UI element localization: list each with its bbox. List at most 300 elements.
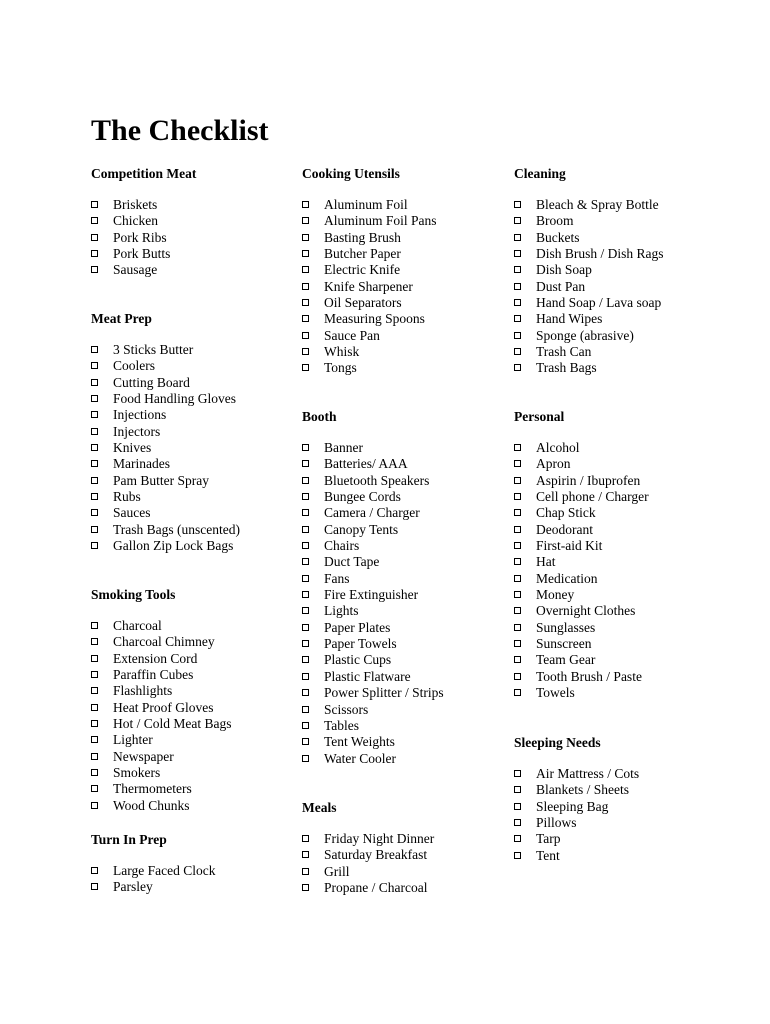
item-label: Aluminum Foil Pans: [324, 213, 437, 229]
item-label: Smokers: [113, 765, 161, 781]
checklist-item: [91, 246, 321, 262]
item-label: Charcoal: [113, 618, 162, 633]
checkbox[interactable]: [302, 755, 309, 762]
checkbox[interactable]: [514, 348, 521, 355]
checkbox[interactable]: [302, 283, 309, 290]
checkbox[interactable]: [302, 444, 309, 451]
item-label: Apron: [536, 456, 571, 472]
checklist-item: [514, 636, 744, 652]
checkbox[interactable]: [514, 444, 521, 451]
checkbox[interactable]: [91, 883, 98, 890]
checklist-item: [91, 651, 321, 667]
item-label: Parsley: [113, 879, 153, 895]
section-heading: Meat Prep: [91, 311, 152, 326]
section-personal: [514, 409, 744, 702]
checkbox[interactable]: [302, 493, 309, 500]
checklist-item: [514, 685, 744, 701]
item-label: Plastic Cups: [324, 652, 392, 668]
checkbox[interactable]: [514, 591, 521, 598]
checklist-item: [91, 538, 321, 554]
checklist-item: [302, 669, 532, 685]
checkbox[interactable]: [91, 250, 98, 257]
item-label: Duct Tape: [324, 554, 380, 570]
checkbox[interactable]: [514, 786, 521, 793]
checkbox[interactable]: [514, 542, 521, 549]
checkbox[interactable]: [302, 460, 309, 467]
checklist-item: [91, 342, 321, 358]
item-label: Blankets / Sheets: [536, 782, 629, 798]
checkbox[interactable]: [302, 348, 309, 355]
item-label: Thermometers: [113, 781, 192, 797]
item-label: Trash Bags (unscented): [113, 521, 240, 537]
item-label: Overnight Clothes: [536, 603, 636, 619]
checkbox[interactable]: [514, 526, 521, 533]
checklist-item: [514, 473, 744, 489]
checkbox[interactable]: [514, 575, 521, 582]
checklist-item: [302, 311, 532, 327]
checkbox[interactable]: [514, 558, 521, 565]
section-cooking-utensils: [302, 166, 532, 377]
item-label: 3 Sticks Butter: [113, 342, 194, 357]
checklist-item: [91, 391, 321, 407]
checklist-item: [302, 262, 532, 278]
checklist-item: [302, 554, 532, 570]
item-label: Sunglasses: [536, 619, 596, 635]
checkbox[interactable]: [514, 460, 521, 467]
checkbox[interactable]: [514, 250, 521, 257]
checklist-item: [514, 620, 744, 636]
item-label: Trash Bags: [536, 360, 597, 376]
section-heading: Sleeping Needs: [514, 735, 601, 750]
item-label: Paper Towels: [324, 636, 397, 652]
checkbox[interactable]: [514, 803, 521, 810]
turn-in-prep-list: [91, 863, 321, 896]
item-label: Fans: [324, 570, 350, 586]
checklist-item: [514, 213, 744, 229]
checklist-item: [91, 798, 321, 814]
checkbox[interactable]: [91, 477, 98, 484]
item-label: Food Handling Gloves: [113, 391, 236, 407]
item-label: Tables: [324, 717, 360, 733]
checkbox[interactable]: [302, 266, 309, 273]
checkbox[interactable]: [302, 835, 309, 842]
checklist-item: [514, 603, 744, 619]
checklist-item: [302, 230, 532, 246]
item-label: Pam Butter Spray: [113, 472, 209, 488]
checklist-item: [302, 456, 532, 472]
checklist-item: [302, 279, 532, 295]
item-label: Money: [536, 587, 575, 603]
checkbox[interactable]: [302, 640, 309, 647]
checklist-item: [514, 766, 744, 782]
meat-prep-list: [91, 342, 321, 554]
checklist-item: [91, 375, 321, 391]
checkbox[interactable]: [302, 851, 309, 858]
item-label: Cutting Board: [113, 374, 190, 390]
item-label: Aspirin / Ibuprofen: [536, 472, 641, 488]
checkbox[interactable]: [91, 704, 98, 711]
item-label: Newspaper: [113, 748, 174, 764]
checkbox[interactable]: [302, 673, 309, 680]
checkbox[interactable]: [302, 656, 309, 663]
item-label: Dish Soap: [536, 262, 592, 278]
checkbox[interactable]: [302, 591, 309, 598]
checklist-item: [91, 358, 321, 374]
checklist-item: [514, 652, 744, 668]
item-label: Alcohol: [536, 440, 580, 455]
checklist-item: [302, 295, 532, 311]
checkbox[interactable]: [91, 411, 98, 418]
item-label: Batteries/ AAA: [324, 456, 408, 472]
section-turn-in-prep: [91, 832, 321, 896]
checklist-item: [302, 505, 532, 521]
checkbox[interactable]: [91, 867, 98, 874]
personal-list: [514, 440, 744, 702]
item-label: Injectors: [113, 423, 161, 439]
section-smoking-tools: [91, 587, 321, 814]
item-label: Chicken: [113, 213, 158, 229]
checkbox[interactable]: [302, 250, 309, 257]
checklist-item: [302, 328, 532, 344]
checklist-item: [91, 618, 321, 634]
checkbox[interactable]: [91, 379, 98, 386]
meals-list: [302, 831, 532, 896]
item-label: Knife Sharpener: [324, 278, 413, 294]
checklist-item: [91, 440, 321, 456]
item-label: Bluetooth Speakers: [324, 472, 430, 488]
checkbox[interactable]: [91, 234, 98, 241]
item-label: Banner: [324, 440, 363, 455]
checklist-item: [302, 213, 532, 229]
item-label: Hot / Cold Meat Bags: [113, 716, 232, 732]
item-label: Butcher Paper: [324, 246, 401, 262]
checkbox[interactable]: [514, 624, 521, 631]
item-label: Gallon Zip Lock Bags: [113, 538, 234, 554]
item-label: Injections: [113, 407, 167, 423]
cleaning-list: [514, 197, 744, 377]
checkbox[interactable]: [91, 201, 98, 208]
item-label: Extension Cord: [113, 650, 198, 666]
item-label: Marinades: [113, 456, 170, 472]
item-label: Whisk: [324, 344, 360, 360]
item-label: Pork Butts: [113, 246, 171, 262]
checkbox[interactable]: [91, 217, 98, 224]
checkbox[interactable]: [302, 624, 309, 631]
checkbox[interactable]: [302, 868, 309, 875]
cooking-utensils-list: [302, 197, 532, 377]
checkbox[interactable]: [514, 673, 521, 680]
item-label: Propane / Charcoal: [324, 880, 428, 896]
page-title: The Checklist: [91, 114, 269, 147]
item-label: Sunscreen: [536, 636, 592, 652]
checklist-item: [302, 587, 532, 603]
checkbox[interactable]: [302, 332, 309, 339]
checkbox[interactable]: [302, 509, 309, 516]
item-label: Pillows: [536, 815, 577, 831]
item-label: Dish Brush / Dish Rags: [536, 246, 664, 262]
section-heading: Cooking Utensils: [302, 166, 400, 181]
checkbox[interactable]: [302, 234, 309, 241]
item-label: Friday Night Dinner: [324, 831, 435, 846]
checkbox[interactable]: [514, 234, 521, 241]
checkbox[interactable]: [514, 477, 521, 484]
checklist-item: [302, 751, 532, 767]
item-label: Aluminum Foil: [324, 197, 408, 212]
item-label: Tongs: [324, 360, 357, 376]
item-label: Deodorant: [536, 521, 593, 537]
item-label: Heat Proof Gloves: [113, 699, 214, 715]
checklist-item: [91, 781, 321, 797]
section-heading: Turn In Prep: [91, 832, 167, 847]
checkbox[interactable]: [514, 819, 521, 826]
item-label: Paraffin Cubes: [113, 667, 194, 683]
checklist-item: [91, 424, 321, 440]
checkbox[interactable]: [302, 738, 309, 745]
checkbox[interactable]: [91, 622, 98, 629]
item-label: Canopy Tents: [324, 521, 399, 537]
checklist-item: [514, 815, 744, 831]
checkbox[interactable]: [302, 607, 309, 614]
item-label: Fire Extinguisher: [324, 587, 419, 603]
checklist-item: [91, 634, 321, 650]
checkbox[interactable]: [91, 493, 98, 500]
checkbox[interactable]: [91, 428, 98, 435]
checklist-item: [91, 456, 321, 472]
checkbox[interactable]: [91, 444, 98, 451]
section-heading: Meals: [302, 800, 337, 815]
item-label: Grill: [324, 863, 350, 879]
item-label: Tent: [536, 847, 560, 863]
checklist-item: [302, 880, 532, 896]
section-heading: Personal: [514, 409, 565, 424]
checklist-item: [514, 522, 744, 538]
checklist-item: [91, 522, 321, 538]
checkbox[interactable]: [514, 607, 521, 614]
item-label: Tent Weights: [324, 734, 395, 750]
checklist-item: [514, 456, 744, 472]
section-heading: Competition Meat: [91, 166, 197, 181]
section-booth: [302, 409, 532, 767]
checklist-item: [302, 522, 532, 538]
checklist-item: [302, 702, 532, 718]
item-label: Sauce Pan: [324, 327, 380, 343]
checkbox[interactable]: [302, 722, 309, 729]
checklist-item: [514, 440, 744, 456]
checklist-item: [91, 716, 321, 732]
checkbox[interactable]: [91, 395, 98, 402]
checklist-item: [91, 473, 321, 489]
checklist-item: [514, 246, 744, 262]
checklist-item: [514, 197, 744, 213]
item-label: Hand Wipes: [536, 311, 603, 327]
checklist-item: [91, 489, 321, 505]
checklist-item: [302, 473, 532, 489]
checklist-item: [514, 571, 744, 587]
checklist-item: [514, 279, 744, 295]
checkbox[interactable]: [514, 266, 521, 273]
section-heading: Cleaning: [514, 166, 566, 181]
item-label: Scissors: [324, 701, 369, 717]
checkbox[interactable]: [91, 526, 98, 533]
checkbox[interactable]: [91, 720, 98, 727]
checkbox[interactable]: [91, 542, 98, 549]
item-label: Medication: [536, 570, 598, 586]
checkbox[interactable]: [91, 753, 98, 760]
item-label: Sleeping Bag: [536, 798, 609, 814]
section-meals: [302, 800, 532, 896]
checklist-item: [91, 765, 321, 781]
checklist-item: [302, 831, 532, 847]
checklist-item: [91, 879, 321, 895]
checkbox[interactable]: [514, 656, 521, 663]
item-label: Power Splitter / Strips: [324, 685, 444, 701]
checklist-item: [91, 683, 321, 699]
checkbox[interactable]: [514, 835, 521, 842]
checklist-item: [514, 848, 744, 864]
checkbox[interactable]: [514, 770, 521, 777]
checklist-item: [514, 669, 744, 685]
checkbox[interactable]: [514, 332, 521, 339]
item-label: Wood Chunks: [113, 797, 190, 813]
checkbox[interactable]: [91, 687, 98, 694]
checkbox[interactable]: [302, 542, 309, 549]
checkbox[interactable]: [91, 769, 98, 776]
checklist-item: [302, 864, 532, 880]
checklist-item: [91, 407, 321, 423]
checkbox[interactable]: [514, 315, 521, 322]
checklist-item: [302, 440, 532, 456]
checklist-item: [302, 246, 532, 262]
checkbox[interactable]: [91, 509, 98, 516]
checklist-item: [514, 328, 744, 344]
item-label: Cell phone / Charger: [536, 489, 649, 505]
item-label: Sponge (abrasive): [536, 327, 634, 343]
item-label: Knives: [113, 440, 152, 456]
checkbox[interactable]: [302, 526, 309, 533]
checkbox[interactable]: [514, 852, 521, 859]
checklist-item: [514, 489, 744, 505]
checklist-item: [514, 230, 744, 246]
checklist-item: [302, 636, 532, 652]
checklist-item: [302, 197, 532, 213]
checklist-item: [91, 213, 321, 229]
checkbox[interactable]: [514, 640, 521, 647]
item-label: Sausage: [113, 262, 158, 278]
item-label: Towels: [536, 685, 575, 701]
checklist-item: [91, 863, 321, 879]
item-label: Rubs: [113, 489, 141, 505]
item-label: Buckets: [536, 229, 580, 245]
checklist-item: [91, 505, 321, 521]
checkbox[interactable]: [302, 217, 309, 224]
checkbox[interactable]: [91, 460, 98, 467]
section-heading: Booth: [302, 409, 337, 424]
checklist-item: [514, 799, 744, 815]
checkbox[interactable]: [302, 315, 309, 322]
checkbox[interactable]: [91, 736, 98, 743]
checkbox[interactable]: [91, 638, 98, 645]
item-label: Flashlights: [113, 683, 173, 699]
checklist-item: [514, 538, 744, 554]
checkbox[interactable]: [91, 802, 98, 809]
checkbox[interactable]: [514, 299, 521, 306]
checkbox[interactable]: [514, 201, 521, 208]
checkbox[interactable]: [302, 364, 309, 371]
checklist-item: [514, 505, 744, 521]
checkbox[interactable]: [91, 346, 98, 353]
checkbox[interactable]: [91, 362, 98, 369]
checklist-item: [302, 847, 532, 863]
item-label: Oil Separators: [324, 295, 402, 311]
checkbox[interactable]: [302, 299, 309, 306]
item-label: Large Faced Clock: [113, 863, 216, 878]
item-label: Chap Stick: [536, 505, 596, 521]
checklist-item: [302, 652, 532, 668]
checklist-item: [514, 554, 744, 570]
checkbox[interactable]: [91, 655, 98, 662]
section-cleaning: [514, 166, 744, 377]
item-label: Air Mattress / Cots: [536, 766, 640, 781]
checkbox[interactable]: [514, 493, 521, 500]
checkbox[interactable]: [302, 201, 309, 208]
item-label: Paper Plates: [324, 619, 391, 635]
checklist-item: [302, 620, 532, 636]
item-label: Plastic Flatware: [324, 668, 411, 684]
checkbox[interactable]: [514, 283, 521, 290]
section-competition-meat: [91, 166, 321, 279]
item-label: Measuring Spoons: [324, 311, 425, 327]
checklist-item: [302, 344, 532, 360]
checkbox[interactable]: [514, 689, 521, 696]
checklist-item: [91, 197, 321, 213]
checkbox[interactable]: [302, 558, 309, 565]
item-label: Bungee Cords: [324, 489, 401, 505]
checkbox[interactable]: [514, 509, 521, 516]
checklist-item: [91, 749, 321, 765]
item-label: Bleach & Spray Bottle: [536, 197, 659, 212]
checkbox[interactable]: [302, 706, 309, 713]
checklist-item: [302, 571, 532, 587]
checkbox[interactable]: [302, 884, 309, 891]
checklist-item: [302, 734, 532, 750]
item-label: Saturday Breakfast: [324, 847, 428, 863]
section-heading: Smoking Tools: [91, 587, 176, 602]
competition-meat-list: [91, 197, 321, 279]
item-label: Hand Soap / Lava soap: [536, 295, 662, 311]
checkbox[interactable]: [91, 671, 98, 678]
item-label: Water Cooler: [324, 750, 397, 766]
checklist-item: [302, 538, 532, 554]
checklist-item: [302, 685, 532, 701]
checkbox[interactable]: [302, 689, 309, 696]
checklist-item: [302, 489, 532, 505]
checklist-item: [91, 230, 321, 246]
checklist-item: [514, 360, 744, 376]
checkbox[interactable]: [302, 575, 309, 582]
checkbox[interactable]: [514, 217, 521, 224]
checkbox[interactable]: [91, 266, 98, 273]
checkbox[interactable]: [514, 364, 521, 371]
item-label: Lights: [324, 603, 359, 619]
checkbox[interactable]: [302, 477, 309, 484]
item-label: Trash Can: [536, 344, 592, 360]
checklist-item: [91, 667, 321, 683]
checklist-item: [302, 603, 532, 619]
checkbox[interactable]: [91, 785, 98, 792]
item-label: Hat: [536, 554, 556, 570]
item-label: Broom: [536, 213, 574, 229]
item-label: First-aid Kit: [536, 538, 603, 554]
